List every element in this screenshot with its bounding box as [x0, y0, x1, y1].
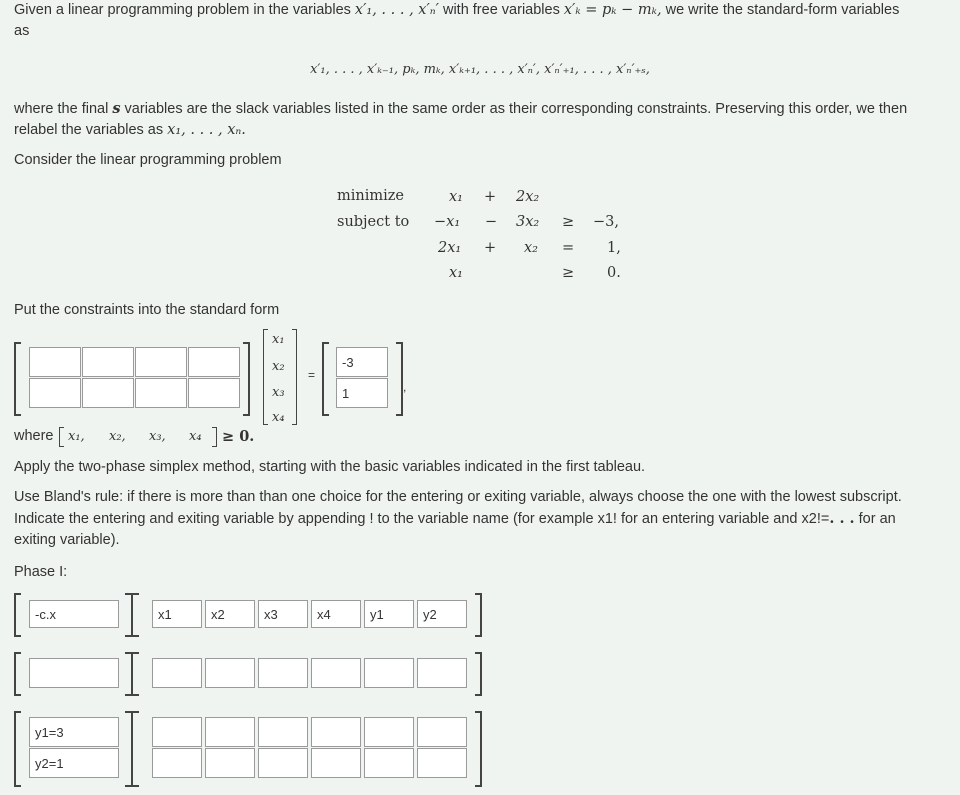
nonnegativity-line	[14, 427, 414, 449]
tableau-r2-y2[interactable]	[417, 748, 467, 778]
intro-text-a: Given a linear programming problem in the variables	[14, 2, 351, 18]
matrix-cell-r2c4[interactable]	[188, 378, 240, 408]
obj-term-1: x₁	[449, 189, 463, 205]
tableau-body-left-bracket	[14, 711, 21, 787]
bland-exiting-text: exiting variable).	[14, 532, 120, 548]
c3-term-1: x₁	[449, 265, 463, 281]
intro-text-d: as	[14, 23, 30, 39]
intro-text-c: we write the standard-form variables	[665, 2, 900, 18]
slack-paragraph	[14, 98, 949, 141]
equals-sign: =	[308, 368, 316, 382]
matrix-left-bracket	[14, 342, 21, 416]
intro-paragraph	[14, 0, 899, 42]
tableau-header-y2[interactable]	[417, 600, 467, 628]
lp-minimize: minimize	[337, 188, 404, 204]
tableau-obj-left-bracket	[14, 652, 21, 696]
xvec-1: x₁	[272, 332, 285, 347]
c1-rel: ≥	[562, 214, 575, 230]
intro-text-b: with free variables	[442, 2, 560, 18]
matrix-cell-r2c1[interactable]	[29, 378, 81, 408]
c2-term-2: x₂	[524, 240, 538, 256]
c2-rel: =	[562, 240, 575, 256]
where-x4: x₄	[189, 429, 202, 444]
c1-term-2: 3x₂	[516, 214, 540, 230]
xvec-2: x₂	[272, 359, 285, 374]
tableau-body-divider	[125, 711, 139, 787]
intro-vars: x′₁, . . . , x′ₙ′	[354, 2, 439, 18]
matrix-cell-r1c4[interactable]	[188, 347, 240, 377]
tableau-obj-y1[interactable]	[364, 658, 414, 688]
tableau-header-x2[interactable]	[205, 600, 255, 628]
c1-op: −	[485, 214, 498, 230]
consider-text: Consider the linear programming problem	[14, 152, 282, 168]
tableau-r2-x4[interactable]	[311, 748, 361, 778]
tableau-r2-x3[interactable]	[258, 748, 308, 778]
obj-term-2: 2x₂	[516, 189, 540, 205]
tableau-header-y1[interactable]	[364, 600, 414, 628]
tableau-header-x4[interactable]	[311, 600, 361, 628]
matrix-cell-r1c2[interactable]	[82, 347, 134, 377]
tableau-header-x3[interactable]	[258, 600, 308, 628]
slack-text-b: variables are the slack variables listed in the same order as their corresponding constraints. Preserving this order, we then	[124, 101, 908, 117]
c1-rhs: −3,	[593, 214, 619, 230]
where-right-bracket	[212, 427, 217, 447]
bland-rule-text: Use Bland's rule: if there is more than than one choice for the entering or exiting variable, always choose the one with the lowest subscript.	[14, 489, 902, 505]
standard-form-prompt: Put the constraints into the standard form	[14, 302, 280, 318]
lp-subject-to: subject to	[337, 214, 410, 230]
xvec-right-bracket	[292, 329, 297, 425]
tableau-r1-y1[interactable]	[364, 717, 414, 747]
rhs-cell-2[interactable]	[336, 378, 388, 408]
where-label: where	[14, 428, 54, 444]
standard-variables-equation: x′₁, . . . , x′ₖ₋₁, pₖ, mₖ, x′ₖ₊₁, . . . , x′ₙ′, x′ₙ′₊₁, . . . , x′ₙ′₊ₛ,	[310, 62, 650, 77]
tableau-r2-x2[interactable]	[205, 748, 255, 778]
instruction-bland	[14, 487, 949, 551]
tableau-r2-x1[interactable]	[152, 748, 202, 778]
xvec-3: x₃	[272, 385, 285, 400]
where-x3: x₃,	[149, 429, 166, 444]
rhs-right-bracket	[396, 342, 403, 416]
relabel-vars: x₁, . . . , xₙ.	[167, 122, 246, 138]
phase-label: Phase I:	[14, 564, 68, 580]
c3-rhs: 0.	[607, 265, 621, 281]
tableau-r2-y1[interactable]	[364, 748, 414, 778]
matrix-cell-r1c3[interactable]	[135, 347, 187, 377]
tableau-obj-x1[interactable]	[152, 658, 202, 688]
xvec-left-bracket	[263, 329, 268, 425]
bland-for-an: for an	[858, 511, 896, 527]
tableau-basis-1[interactable]	[29, 717, 119, 747]
tableau-body-right-bracket	[475, 711, 482, 787]
tableau-header-divider	[125, 593, 139, 637]
intro-free-var: x′ₖ = pₖ − mₖ,	[563, 2, 662, 18]
matrix-cell-r1c1[interactable]	[29, 347, 81, 377]
tableau-obj-value[interactable]	[29, 658, 119, 688]
tableau-r1-x3[interactable]	[258, 717, 308, 747]
matrix-cell-r2c2[interactable]	[82, 378, 134, 408]
c2-term-1: 2x₁	[438, 240, 462, 256]
where-geq: ≥ 0.	[222, 428, 255, 445]
tableau-obj-y2[interactable]	[417, 658, 467, 688]
tableau-basis-2[interactable]	[29, 748, 119, 778]
tableau-header-left-bracket	[14, 593, 21, 637]
tableau-header-x1[interactable]	[152, 600, 202, 628]
c2-op: +	[484, 240, 497, 256]
where-left-bracket	[59, 427, 64, 447]
tableau-r1-x2[interactable]	[205, 717, 255, 747]
rhs-cell-1[interactable]	[336, 347, 388, 377]
instruction-two-phase: Apply the two-phase simplex method, starting with the basic variables indicated in the first tableau.	[14, 459, 646, 475]
tableau-header-obj-label[interactable]	[29, 600, 119, 628]
c3-rel: ≥	[562, 265, 575, 281]
tableau-r1-y2[interactable]	[417, 717, 467, 747]
xvec-4: x₄	[272, 410, 285, 425]
rhs-left-bracket	[322, 342, 329, 416]
slack-text-a: where the final	[14, 101, 109, 117]
c2-rhs: 1,	[607, 240, 621, 256]
tableau-r1-x1[interactable]	[152, 717, 202, 747]
bland-append-text: Indicate the entering and exiting variable by appending ! to the variable name (for example x1! for an entering variable and x2!=	[14, 511, 830, 527]
where-x1: x₁,	[68, 429, 85, 444]
tableau-obj-x3[interactable]	[258, 658, 308, 688]
slack-s: s	[112, 100, 121, 117]
tableau-obj-x2[interactable]	[205, 658, 255, 688]
slack-text-c: relabel the variables as	[14, 122, 164, 138]
tableau-obj-x4[interactable]	[311, 658, 361, 688]
c1-term-1: −x₁	[434, 214, 461, 230]
matrix-cell-r2c3[interactable]	[135, 378, 187, 408]
obj-op: +	[484, 189, 497, 205]
tableau-header-right-bracket	[475, 593, 482, 637]
matrix-right-bracket	[243, 342, 250, 416]
tableau-obj-right-bracket	[475, 652, 482, 696]
rhs-comma: ,	[403, 380, 407, 394]
tableau-r1-x4[interactable]	[311, 717, 361, 747]
where-x2: x₂,	[109, 429, 126, 444]
bland-dots: . . .	[829, 510, 855, 527]
tableau-obj-divider	[125, 652, 139, 696]
